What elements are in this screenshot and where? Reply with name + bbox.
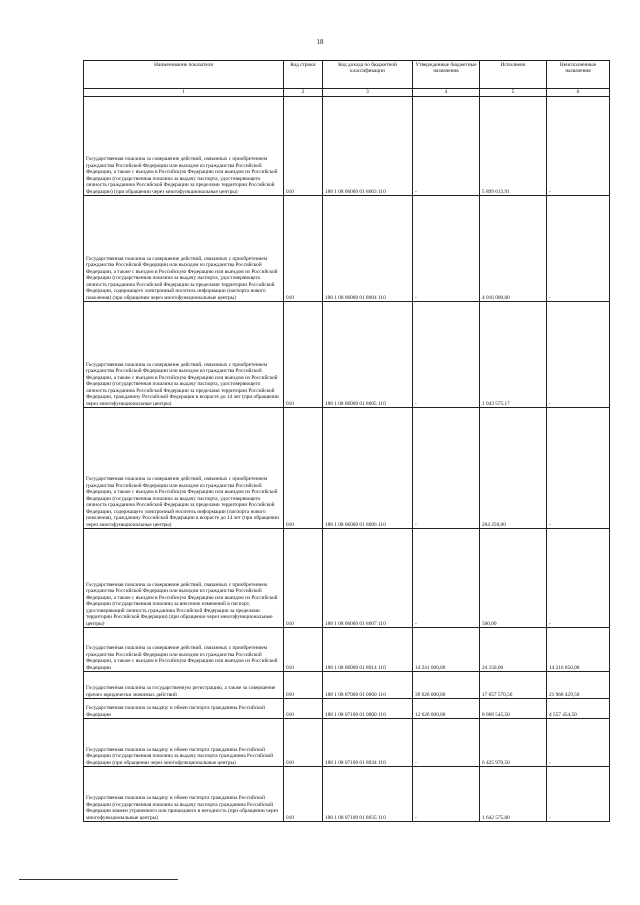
row-name: Государственная пошлина за выдачу и обмен паспорта гражданина Российской Федерации <box>84 699 284 719</box>
column-header-executed: Исполнено <box>480 61 547 89</box>
row-approved: - <box>413 529 480 628</box>
budget-execution-table <box>83 60 610 822</box>
row-income-code: 188 1 08 07100 01 8035 110 <box>323 767 413 822</box>
row-name: Государственная пошлина за совершение действий, связанных с приобретением гражданства Российской Федерации или выходом из гражданства Российской Федерации, а также с въездом в Российскую Федерацию или выездом из Российской Федерации (государственная пошлина за выдачу паспорта, удостоверяющего личность гражданина Российской Федерации за пределами территории Российской Федерации) (при обращении через многофункциональные центры) <box>84 97 284 196</box>
table-row <box>84 408 610 529</box>
row-approved: - <box>413 302 480 408</box>
table-row <box>84 699 610 719</box>
row-unexecuted: 14 216 850,00 <box>547 628 610 672</box>
row-unexecuted: 4 557 454,50 <box>547 699 610 719</box>
row-approved: - <box>413 767 480 822</box>
row-name: Государственная пошлина за совершение действий, связанных с приобретением гражданства Российской Федерации или выходом из гражданства Российской Федерации, а также с въездом в Российскую Федерацию или выездом из Российской Федерации (государственная пошлина за внесение изменений в паспорт, удостоверяющий личность гражданина Российской Федерации за пределами территории Российской Федерации) (при обращении через многофункциональные центры) <box>84 529 284 628</box>
row-unexecuted: - <box>547 529 610 628</box>
column-index: 5 <box>480 89 547 97</box>
table-row <box>84 672 610 699</box>
row-income-code: 188 1 08 06000 01 8014 110 <box>323 628 413 672</box>
table-row <box>84 196 610 302</box>
row-income-code: 188 1 08 07100 01 0000 110 <box>323 699 413 719</box>
row-approved: - <box>413 97 480 196</box>
row-approved: 14 241 000,00 <box>413 628 480 672</box>
column-index: 4 <box>413 89 480 97</box>
row-line-code: 010 <box>284 628 323 672</box>
table-body <box>84 97 610 822</box>
table-row <box>84 628 610 672</box>
table-row <box>84 302 610 408</box>
row-income-code: 188 1 08 07000 01 0000 110 <box>323 672 413 699</box>
column-index: 2 <box>284 89 323 97</box>
row-executed: 1 642 575,00 <box>480 767 547 822</box>
row-line-code: 010 <box>284 672 323 699</box>
row-approved: - <box>413 719 480 767</box>
row-approved: 12 626 000,00 <box>413 699 480 719</box>
column-header-unexecuted: Неисполненные назначения <box>547 61 610 89</box>
row-income-code: 188 1 08 06000 01 8006 110 <box>323 408 413 529</box>
table-row <box>84 97 610 196</box>
footnote-rule <box>19 879 178 880</box>
row-line-code: 010 <box>284 302 323 408</box>
row-approved: - <box>413 408 480 529</box>
table-header-row <box>84 61 610 89</box>
row-unexecuted: - <box>547 408 610 529</box>
row-income-code: 188 1 08 06000 01 8007 110 <box>323 529 413 628</box>
column-index: 1 <box>84 89 284 97</box>
column-header-approved: Утвержденные бюджетные назначения <box>413 61 480 89</box>
row-name: Государственная пошлина за выдачу и обмен паспорта гражданина Российской Федерации (государственная пошлина за выдачу паспорта гражданина Российской Федерации (при обращении через многофункциональные центры) <box>84 719 284 767</box>
row-unexecuted: - <box>547 719 610 767</box>
row-executed: 17 657 570,50 <box>480 672 547 699</box>
column-index: 6 <box>547 89 610 97</box>
column-index: 3 <box>323 89 413 97</box>
row-line-code: 010 <box>284 97 323 196</box>
page-number: 18 <box>316 38 324 46</box>
column-header-income-code: Код дохода по бюджетной классификации <box>323 61 413 89</box>
row-unexecuted: - <box>547 196 610 302</box>
row-executed: 6 425 970,50 <box>480 719 547 767</box>
row-executed: 500,00 <box>480 529 547 628</box>
row-income-code: 188 1 08 07100 01 8034 110 <box>323 719 413 767</box>
row-name: Государственная пошлина за совершение действий, связанных с приобретением гражданства Российской Федерации или выходом из гражданства Российской Федерации, а также с въездом в Российскую Федерацию или выездом из Российской Федерации (государственная пошлина за выдачу паспорта, удостоверяющего личность гражданина Российской Федерации за пределами территории Российской Федерации, содержащего электронный носитель информации (паспорта нового поколения), гражданину Российской Федерации в возрасте до 14 лет (при обращении через многофункциональные центры) <box>84 408 284 529</box>
row-executed: 4 016 000,00 <box>480 196 547 302</box>
row-executed: 5 899 613,91 <box>480 97 547 196</box>
row-name: Государственная пошлина за совершение действий, связанных с приобретением гражданства Российской Федерации или выходом из гражданства Российской Федерации, а также с въездом в Российскую Федерацию или выездом из Российской Федерации <box>84 628 284 672</box>
row-unexecuted: 21 968 429,50 <box>547 672 610 699</box>
column-header-name: Наименование показателя <box>84 61 284 89</box>
row-executed: 1 043 575,17 <box>480 302 547 408</box>
row-line-code: 010 <box>284 408 323 529</box>
row-line-code: 010 <box>284 767 323 822</box>
row-approved: - <box>413 196 480 302</box>
row-line-code: 010 <box>284 699 323 719</box>
row-unexecuted: - <box>547 302 610 408</box>
row-executed: 8 068 545,50 <box>480 699 547 719</box>
row-line-code: 010 <box>284 529 323 628</box>
row-executed: 204 250,00 <box>480 408 547 529</box>
row-executed: 24 150,00 <box>480 628 547 672</box>
row-approved: 39 626 000,00 <box>413 672 480 699</box>
row-name: Государственная пошлина за совершение действий, связанных с приобретением гражданства Российской Федерации или выходом из гражданства Российской Федерации, а также с въездом в Российскую Федерацию или выездом из Российской Федерации (государственная пошлина за выдачу паспорта, удостоверяющего личность гражданина Российской Федерации за пределами территории Российской Федерации, содержащего электронный носитель информации (паспорта нового поколения) (при обращении через многофункциональные центры) <box>84 196 284 302</box>
row-income-code: 188 1 08 06000 01 8003 110 <box>323 97 413 196</box>
row-name: Государственная пошлина за государственную регистрацию, а также за совершение прочих юридически значимых действий <box>84 672 284 699</box>
table-row <box>84 719 610 767</box>
row-name: Государственная пошлина за выдачу и обмен паспорта гражданина Российской Федерации (государственная пошлина за выдачу паспорта гражданина Российской Федерации взамен утраченного или пришедшего в негодность (при обращении через многофункциональные центры) <box>84 767 284 822</box>
table-row <box>84 767 610 822</box>
row-unexecuted: - <box>547 767 610 822</box>
row-income-code: 188 1 08 06000 01 8004 110 <box>323 196 413 302</box>
row-line-code: 010 <box>284 719 323 767</box>
table-row <box>84 529 610 628</box>
row-line-code: 010 <box>284 196 323 302</box>
column-header-line-code: Код строки <box>284 61 323 89</box>
row-income-code: 188 1 08 06000 01 8005 110 <box>323 302 413 408</box>
column-index-row <box>84 89 610 97</box>
row-name: Государственная пошлина за совершение действий, связанных с приобретением гражданства Российской Федерации или выходом из гражданства Российской Федерации, а также с въездом в Российскую Федерацию или выездом из Российской Федерации (государственная пошлина за выдачу паспорта, удостоверяющего личность гражданина Российской Федерации за пределами территории Российской Федерации, гражданину Российской Федерации в возрасте до 14 лет (при обращении через многофункциональные центры) <box>84 302 284 408</box>
row-unexecuted: - <box>547 97 610 196</box>
